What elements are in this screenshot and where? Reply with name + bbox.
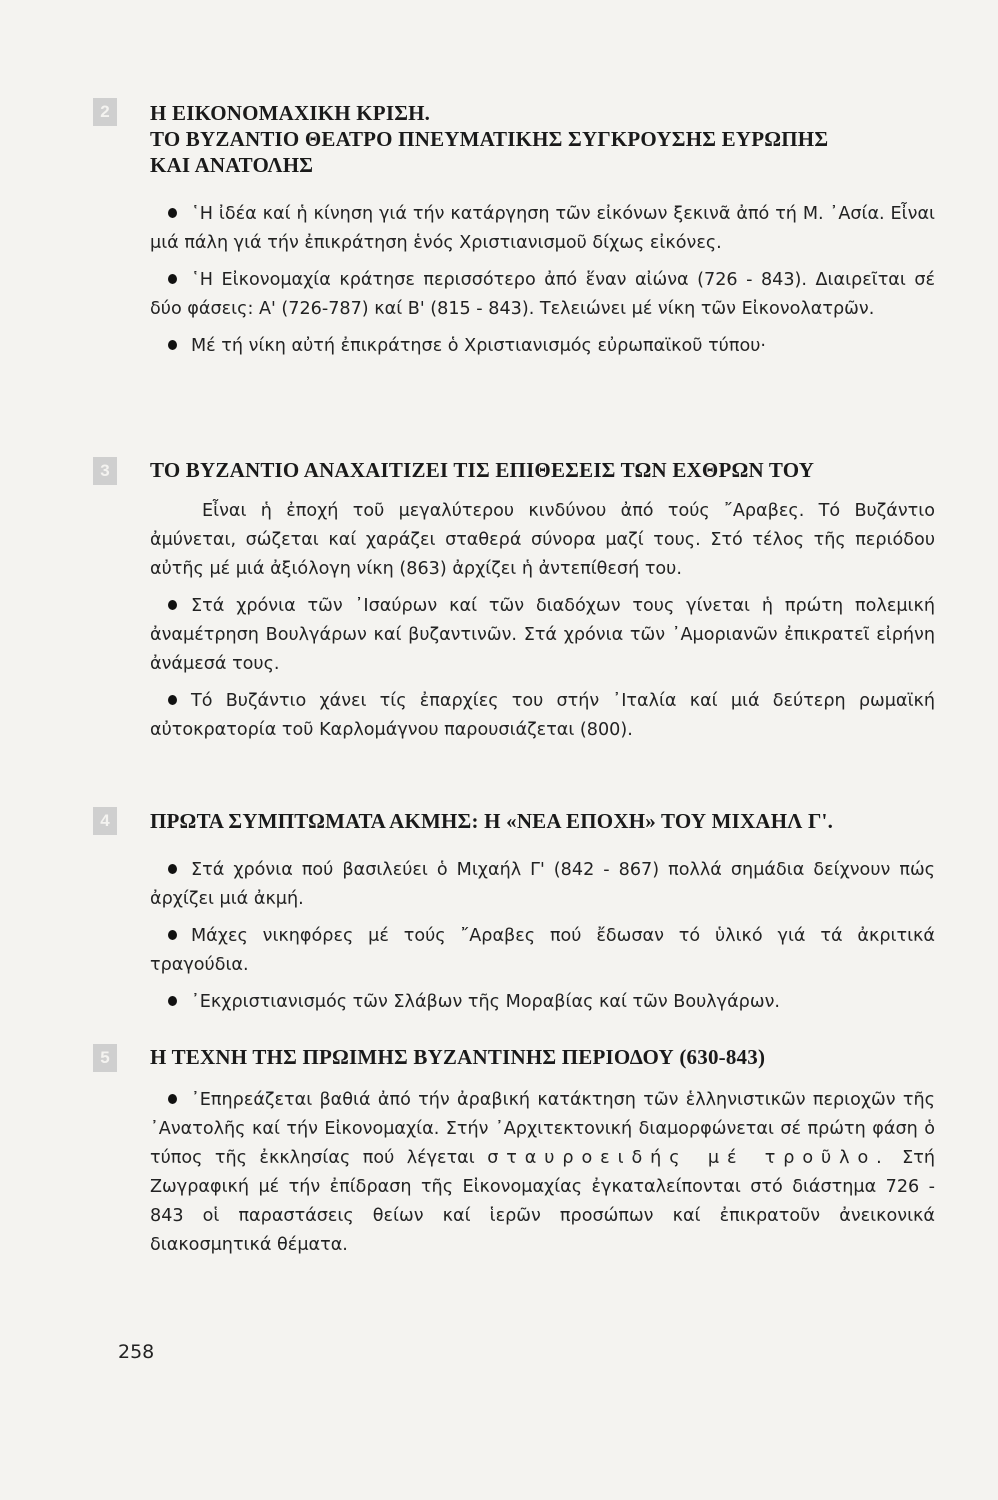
heading-line: ΤΟ ΒΥΖΑΝΤΙΟ ΘΕΑΤΡΟ ΠΝΕΥΜΑΤΙΚΗΣ ΣΥΓΚΡΟΥΣΗΣ ΕΥΡΩΠΗΣ: [150, 127, 829, 151]
bullet-paragraph: [150, 988, 935, 1017]
bullet-icon: [168, 1094, 177, 1104]
paragraph-text: Τό Βυζάντιο χάνει τίς ἐπαρχίες του στήν ᾿Ιταλία καί μιά δεύτερη ρωμαϊκή αὐτοκρατορία τοῦ Καρλομάγνου παρουσιάζεται (800).: [150, 691, 935, 740]
page-number: 258: [118, 1341, 155, 1363]
paragraph-text: ῾Η ἰδέα καί ἡ κίνηση γιά τήν κατάργηση τῶν εἰκόνων ξεκινᾶ ἀπό τή Μ. ᾿Ασία. Εἶναι μιά πάλη γιά τήν ἐπικράτηση ἑνός Χριστιανισμοῦ δίχως εἰκόνες.: [150, 204, 935, 253]
section-number-badge: 5: [93, 1044, 117, 1072]
bullet-icon: [168, 930, 177, 940]
heading-line: Η ΕΙΚΟΝΟΜΑΧΙΚΗ ΚΡΙΣΗ.: [150, 101, 431, 125]
bullet-paragraph: [150, 687, 935, 745]
section-heading: ΠΡΩΤΑ ΣΥΜΠΤΩΜΑΤΑ ΑΚΜΗΣ: Η «ΝΕΑ ΕΠΟΧΗ» ΤΟΥ ΜΙΧΑΗΛ Γ'.: [150, 809, 834, 833]
section-heading: [150, 100, 935, 178]
paragraph-text: ῾Η Εἰκονομαχία κράτησε περισσότερο ἀπό ἕναν αἰώνα (726 - 843). Διαιρεῖται σέ δύο φάσεις: Α' (726-787) καί Β' (815 - 843). Τελειώνει μέ νίκη τῶν Εἰκονολατρῶν.: [150, 270, 935, 319]
bullet-paragraph: [150, 856, 935, 914]
bullet-icon: [168, 274, 177, 284]
bullet-icon: [168, 208, 177, 218]
intro-paragraph: Εἶναι ἡ ἐποχή τοῦ μεγαλύτερου κινδύνου ἀπό τούς ῎Αραβες. Τό Βυζάντιο ἀμύνεται, σώζεται καί χαράζει σταθερά σύνορα μαζί τους. Στό τέλος τῆς περιόδου αὐτῆς μέ μιά ἀξιόλογη νίκη (863) ἀρχίζει ἡ ἀντεπίθεσή του.: [150, 501, 935, 579]
bullet-paragraph: [150, 922, 935, 980]
paragraph-text: Στή Ζωγραφική μέ τήν ἐπίδραση τῆς Εἰκονομαχίας ἐγκαταλείπονται στό διάστημα 726 - 843 οἱ παραστάσεις θείων καί ἱερῶν προσώπων καί ἐπικρατοῦν ἀνεικονικά διακοσμητικά θέματα.: [150, 1148, 936, 1255]
heading-line: ΚΑΙ ΑΝΑΤΟΛΗΣ: [150, 153, 314, 177]
paragraph-text: Στά χρόνια πού βασιλεύει ὁ Μιχαήλ Γ' (842 - 867) πολλά σημάδια δείχνουν πώς ἀρχίζει μιά ἀκμή.: [150, 860, 935, 909]
bullet-paragraph: [150, 266, 935, 324]
section-heading: ΤΟ ΒΥΖΑΝΤΙΟ ΑΝΑΧΑΙΤΙΖΕΙ ΤΙΣ ΕΠΙΘΕΣΕΙΣ ΤΩΝ ΕΧΘΡΩΝ ΤΟΥ: [150, 458, 815, 482]
bullet-icon: [168, 996, 177, 1006]
section-number-badge: 3: [93, 457, 117, 485]
bullet-icon: [168, 695, 177, 705]
section-number-badge: 4: [93, 807, 117, 835]
paragraph-text: ᾿Επηρεάζεται βαθιά ἀπό τήν ἀραβική κατάκτηση τῶν ἑλληνιστικῶν περιοχῶν τῆς ᾿Ανατολῆς καί τήν Εἰκονομαχία. Στήν ᾿Αρχιτεκτονική διαμορφώνεται σέ πρώτη φάση ὁ τύπος τῆς ἐκκλησίας πού λέγεται: [150, 1090, 935, 1168]
paragraph-text: Μέ τή νίκη αὐτή ἐπικράτησε ὁ Χριστιανισμός εὐρωπαϊκοῦ τύπου·: [191, 336, 766, 356]
bullet-paragraph: [150, 200, 935, 258]
bullet-paragraph: [150, 332, 935, 361]
section-iconoclasm: [150, 100, 935, 361]
bullet-icon: [168, 340, 177, 350]
bullet-icon: [168, 864, 177, 874]
section-early-byzantine-art: [150, 1044, 935, 1260]
bullet-icon: [168, 600, 177, 610]
section-byzantium-defense: [150, 457, 935, 745]
section-number-badge: 2: [93, 98, 117, 126]
paragraph-text: Μάχες νικηφόρες μέ τούς ῎Αραβες πού ἔδωσαν τό ὑλικό γιά τά ἀκριτικά τραγούδια.: [150, 926, 935, 975]
emphasized-term: σταυροειδής μέ τροῦλο.: [487, 1148, 890, 1168]
section-heading: Η ΤΕΧΝΗ ΤΗΣ ΠΡΩΙΜΗΣ ΒΥΖΑΝΤΙΝΗΣ ΠΕΡΙΟΔΟΥ (630-843): [150, 1045, 766, 1069]
bullet-paragraph: [150, 592, 935, 679]
paragraph-text: Στά χρόνια τῶν ᾿Ισαύρων καί τῶν διαδόχων τους γίνεται ἡ πρώτη πολεμική ἀναμέτρηση Βουλγάρων καί βυζαντινῶν. Στά χρόνια τῶν ᾿Αμοριανῶν ἐπικρατεῖ εἰρήνη ἀνάμεσά τους.: [150, 596, 935, 674]
bullet-paragraph: [150, 1086, 935, 1260]
paragraph-text: ᾿Εκχριστιανισμός τῶν Σλάβων τῆς Μοραβίας καί τῶν Βουλγάρων.: [191, 992, 781, 1012]
section-michael-iii: [150, 808, 935, 1017]
